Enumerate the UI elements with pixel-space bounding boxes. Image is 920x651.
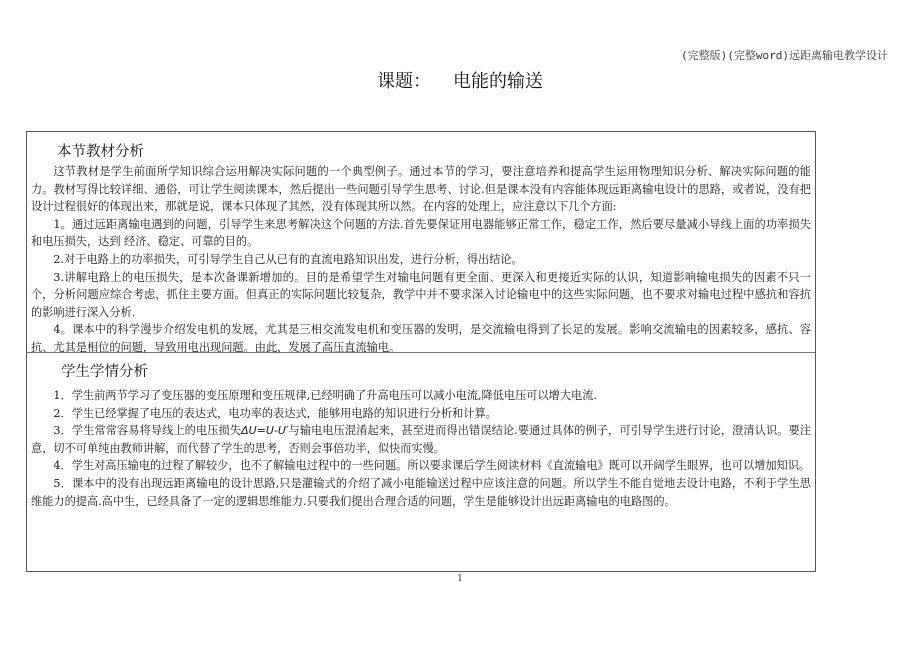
section-heading-student-analysis: 学生学情分析 xyxy=(61,364,148,380)
paragraph-text: 与输电电压混淆起来，甚至进而得出错误结论.要通过具体的例子，可引导学生进行讨论，澄清认识。要注意，切不可单纯由教师讲解，而代替了学生的思考，否则会事倍功半，似快而实慢。 xyxy=(31,424,812,455)
paragraph xyxy=(31,422,811,457)
paragraph: 2.对于电路上的功率损失，可引导学生自己从已有的直流电路知识出发，进行分析，得出结论。 xyxy=(53,252,523,266)
paragraph: 3.讲解电路上的电压损失，是本次备课新增加的。目的是希望学生对输电问题有更全面、更深入和更接近实际的认识，知道影响输电损失的因素不只一个，分析问题应综合考虑，抓住主要方面。但真正的实际问题比较复杂，教学中并不要求深入讨论输电中的这些实际问题，也不要求对输电过程中感抗和容抗的影响进行深入分析. xyxy=(31,270,811,319)
page-number: 1 xyxy=(457,574,463,584)
section-divider xyxy=(27,352,815,353)
paragraph: 5．课本中的没有出现远距离输电的设计思路,只是灌输式的介绍了减小电能输送过程中应该注意的问题。所以学生不能自觉地去设计电路，不利于学生思维能力的提高.高中生，已经具备了一定的逻辑思维能力.只要我们提出合理合适的问题，学生是能够设计出远距离输电的电路图的。 xyxy=(31,476,811,508)
paragraph: 4．学生对高压输电的过程了解较少，也不了解输电过程中的一些问题。所以要求课后学生阅读材料《直流输电》既可以开阔学生眼界，也可以增加知识。 xyxy=(53,459,811,473)
paragraph: 1．学生前两节学习了变压器的变压原理和变压规律,已经明确了升高电压可以减小电流,降低电压可以增大电流. xyxy=(53,389,597,402)
student-analysis-body xyxy=(31,387,811,510)
lesson-table xyxy=(26,131,816,572)
voltage-loss-formula: ΔU=U-U′ xyxy=(241,424,289,438)
textbook-analysis-body xyxy=(31,163,811,357)
paragraph: 2．学生已经掌握了电压的表达式，电功率的表达式，能够用电路的知识进行分析和计算。 xyxy=(53,406,497,420)
document-header-label: (完整版)(完整word)远距离输电教学设计 xyxy=(681,49,888,62)
paragraph: 4。课本中的科学漫步介绍发电机的发展，尤其是三相交流发电机和变压器的发明，是交流输电得到了长足的发展。影响交流输电的因素较多，感抗、容抗、尤其是相位的问题，导致用电出现问题。由此，发展了高压直流输电。 xyxy=(31,323,811,354)
paragraph: 这节教材是学生前面所学知识综合运用解决实际问题的一个典型例子。通过本节的学习，要注意培养和提高学生运用物理知识分析、解决实际问题的能力。教材写得比较详细、通俗，可让学生阅读课本，然后提出一些问题引导学生思考、讨论.但是课本没有内容能体现远距离输电设计的思路，或者说，没有把设计过程很好的体现出来，那就是说，课本只体现了其然，没有体现其所以然。在内容的处理上，应注意以下几个方面: xyxy=(31,165,811,214)
page-title xyxy=(0,67,920,93)
paragraph-text: 3．学生常常容易将导线上的电压损失 xyxy=(53,424,242,438)
section-heading-textbook-analysis: 本节教材分析 xyxy=(57,144,144,160)
paragraph: 1。通过远距离输电遇到的问题，引导学生来思考解决这个问题的方法.首先要保证用电器能够正常工作，稳定工作，然后要尽量减小导线上面的功率损失和电压损失，达到 经济、稳定、可靠的目的。 xyxy=(31,217,811,249)
title-text: 电能的输送 xyxy=(453,71,543,92)
title-prefix: 课题： xyxy=(377,71,431,92)
